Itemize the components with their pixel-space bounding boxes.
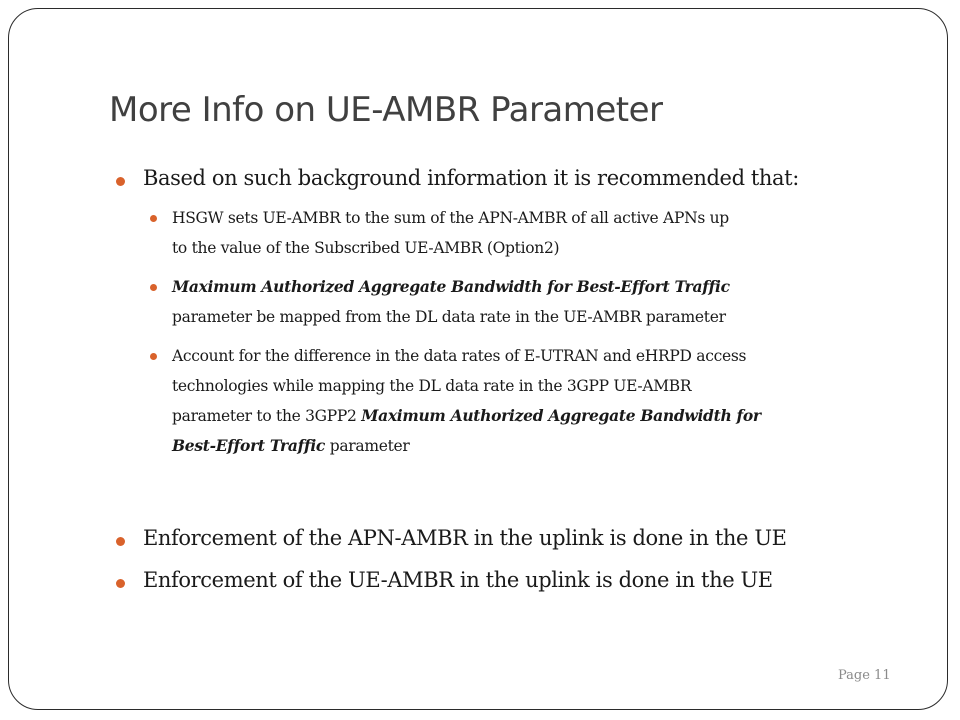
sub-bullet-mapping — [172, 272, 912, 332]
bullet-ue-ambr-enforcement: Enforcement of the UE-AMBR in the uplink is done in the UE — [143, 568, 773, 592]
sub-bullet-mapping-line1: Maximum Authorized Aggregate Bandwidth for Best-Effort Traffic — [172, 277, 730, 296]
sub-bullet-account — [172, 341, 912, 461]
sub-bullet-account-line3-plain: parameter to the 3GPP2 — [172, 407, 362, 425]
sub-bullet-dot — [150, 215, 157, 222]
sub-bullet-account-line3-italic: Maximum Authorized Aggregate Bandwidth for — [361, 406, 761, 425]
sub-bullet-mapping-line2: parameter be mapped from the DL data rate in the UE-AMBR parameter — [172, 308, 726, 326]
bullet-recommendation-intro: Based on such background information it is recommended that: — [143, 166, 799, 190]
page-number: Page 11 — [838, 668, 891, 683]
sub-bullet-dot — [150, 284, 157, 291]
slide-title: More Info on UE-AMBR Parameter — [109, 90, 663, 130]
bullet-dot — [116, 177, 125, 186]
sub-bullet-account-line1: Account for the difference in the data rates of E-UTRAN and eHRPD access — [172, 347, 747, 365]
bullet-apn-ambr-enforcement: Enforcement of the APN-AMBR in the uplink is done in the UE — [143, 526, 787, 550]
sub-bullet-hsgw-line2: to the value of the Subscribed UE-AMBR (Option2) — [172, 239, 560, 257]
bullet-dot — [116, 579, 125, 588]
sub-bullet-account-line4-plain: parameter — [325, 437, 410, 455]
bullet-dot — [116, 537, 125, 546]
sub-bullet-account-line3 — [172, 401, 912, 431]
sub-bullet-dot — [150, 353, 157, 360]
sub-bullet-hsgw-line1: HSGW sets UE-AMBR to the sum of the APN-AMBR of all active APNs up — [172, 209, 729, 227]
sub-bullet-account-line4 — [172, 431, 912, 461]
sub-bullet-account-line2: technologies while mapping the DL data rate in the 3GPP UE-AMBR — [172, 377, 692, 395]
sub-bullet-account-line4-italic: Best-Effort Traffic — [172, 436, 326, 455]
sub-bullet-hsgw — [172, 203, 912, 263]
